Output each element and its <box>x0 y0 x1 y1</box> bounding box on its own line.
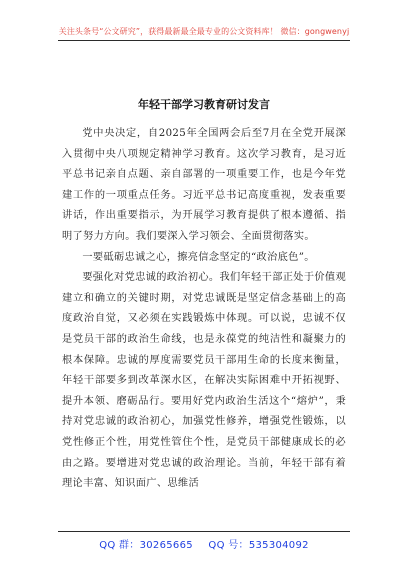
footer-qq: QQ 号：535304092 <box>208 540 309 551</box>
footer-qq-group: QQ 群：30265665 <box>99 540 193 551</box>
document-body <box>62 124 346 495</box>
section-heading: 一要砥砺忠诚之心，擦亮信念坚定的“政治底色”。 <box>82 251 315 263</box>
header-note: 关注头条号“公文研究”，获得最新最全最专业的公文资料库！ 微信：gongwenyj <box>58 27 350 36</box>
footer <box>0 536 408 551</box>
header-divider <box>58 40 350 41</box>
footer-divider <box>58 531 350 532</box>
document-title: 年轻干部学习教育研讨发言 <box>138 98 270 111</box>
paragraph: 要强化对党忠诚的政治初心。我们年轻干部正处于价值观建立和确立的关键时期，对党忠诚既是坚定信念基础上的高度政治自觉，又必须在实践锻炼中体现。可以说，忠诚不仅是党员干部的政治生命线，也是永葆党的纯洁性和凝聚力的根本保障。忠诚的厚度需要党员干部用生命的长度来衡量，年轻干部要多到改革深水区，在解决实际困难中开拓视野、提升本领、磨砺品行。要用好党内政治生活这个“熔炉”，秉持对党忠诚的政治初心，加强党性修养，增强党性锻炼，以党性修正个性，用党性管住个性，是党员干部健康成长的必由之路。要增进对党忠诚的政治理论。当前，年轻干部有着理论丰富、知识面广、思维活 <box>62 272 346 490</box>
paragraph: 党中央决定，自2025年全国两会后至7月在全党开展深入贯彻中央八项规定精神学习教育。这次学习教育，是习近平总书记亲自点题、亲自部署的一项重要工作，也是今年党建工作的一项重点任务。习近平总书记高度重视，发表重要讲话，作出重要指示，为开展学习教育提供了根本遵循、指明了努力方向。我们要深入学习领会、全面贯彻落实。 <box>62 128 346 242</box>
